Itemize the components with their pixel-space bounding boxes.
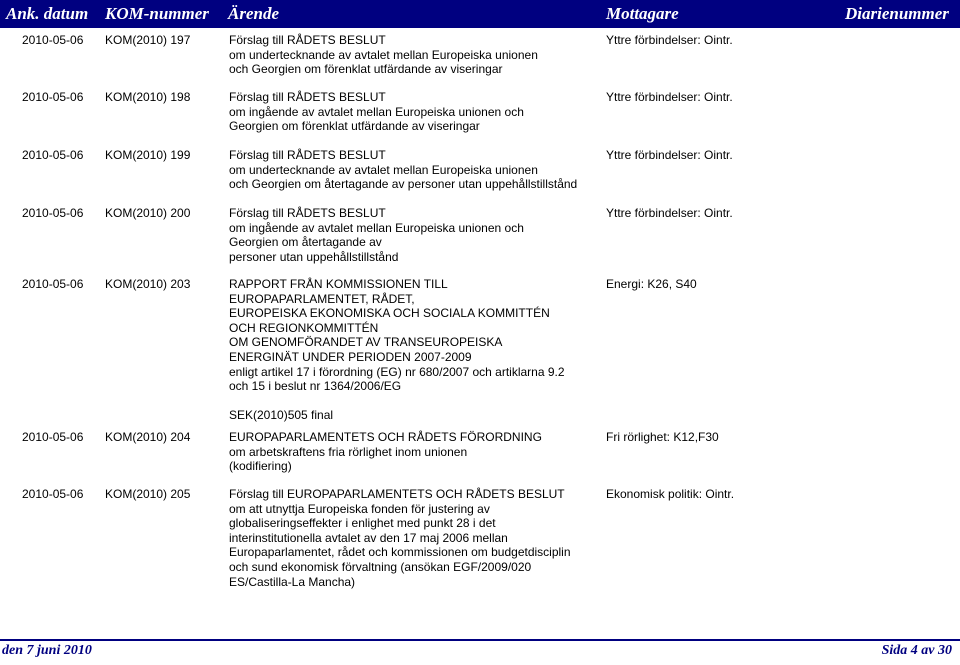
entry-text-line: (kodifiering) (229, 459, 292, 474)
entry-text-line: interinstitutionella avtalet av den 17 maj 2006 mellan (229, 530, 508, 545)
entry-recipient: Yttre förbindelser: Ointr. (606, 90, 733, 104)
footer-date: den 7 juni 2010 (2, 643, 92, 658)
entry-kom-number: KOM(2010) 200 (105, 206, 191, 220)
entry-description (229, 90, 599, 134)
entry-text-line: om att utnyttja Europeiska fonden för justering av (229, 501, 490, 516)
entry-text-line: och Georgien om förenklat utfärdande av viseringar (229, 62, 503, 77)
entry-text-line: Förslag till RÅDETS BESLUT (229, 148, 386, 162)
entry-recipient: Yttre förbindelser: Ointr. (606, 33, 733, 47)
entry-text-line: ES/Castilla-La Mancha) (229, 574, 356, 589)
entry-text-line: och 15 i beslut nr 1364/2006/EG (229, 379, 402, 394)
entry-text-line: globaliseringseffekter i enlighet med punkt 28 i det (229, 516, 496, 531)
entry-text-line: Förslag till RÅDETS BESLUT (229, 206, 386, 220)
page-number: Sida 4 av 30 (881, 643, 952, 658)
entry-kom-number: KOM(2010) 198 (105, 90, 191, 104)
entry-date: 2010-05-06 (22, 487, 84, 501)
entry-text-line: OCH REGIONKOMMITTÉN (229, 320, 379, 335)
entry-recipient: Yttre förbindelser: Ointr. (606, 148, 733, 162)
entry-text-line: EUROPEISKA EKONOMISKA OCH SOCIALA KOMMITTÉN (229, 306, 550, 321)
header-diarienummer: Diarienummer (845, 4, 949, 23)
entry-text-line: OM GENOMFÖRANDET AV TRANSEUROPEISKA (229, 335, 503, 350)
entry-text-line: om ingående av avtalet mellan Europeiska unionen och (229, 104, 524, 119)
entry-text-line: ENERGINÄT UNDER PERIODEN 2007-2009 (229, 349, 472, 364)
entry-date: 2010-05-06 (22, 33, 84, 47)
entry-reference-line: SEK(2010)505 final (229, 408, 334, 423)
entry-recipient: Ekonomisk politik: Ointr. (606, 487, 735, 501)
entry-date: 2010-05-06 (22, 277, 84, 291)
entry-text-line: om undertecknande av avtalet mellan Europeiska unionen (229, 162, 538, 177)
entry-description (229, 487, 599, 589)
entry-description (229, 148, 599, 192)
entry-description (229, 277, 599, 423)
entry-date: 2010-05-06 (22, 206, 84, 220)
entry-kom-number: KOM(2010) 199 (105, 148, 191, 162)
header-ank-datum: Ank. datum (6, 4, 89, 23)
entry-text-line: och sund ekonomisk förvaltning (ansökan EGF/2009/020 (229, 559, 532, 574)
entry-text-line: Georgien om återtagande av (229, 235, 382, 250)
entry-recipient: Fri rörlighet: K12,F30 (606, 430, 719, 444)
entry-text-line: och Georgien om återtagande av personer utan uppehållstillstånd (229, 177, 578, 192)
table-header (0, 0, 960, 28)
entry-text-line: RAPPORT FRÅN KOMMISSIONEN TILL (229, 277, 448, 291)
entry-text-line: personer utan uppehållstillstånd (229, 249, 399, 264)
entry-description (229, 33, 599, 77)
entry-kom-number: KOM(2010) 204 (105, 430, 191, 444)
footer-divider (0, 639, 960, 641)
entry-text-line: om arbetskraftens fria rörlighet inom unionen (229, 444, 468, 459)
header-kom-nummer: KOM-nummer (105, 4, 209, 23)
entry-date: 2010-05-06 (22, 148, 84, 162)
entry-kom-number: KOM(2010) 205 (105, 487, 191, 501)
entry-text-line: EUROPAPARLAMENTETS OCH RÅDETS FÖRORDNING (229, 430, 542, 444)
entry-kom-number: KOM(2010) 203 (105, 277, 191, 291)
entry-text-line: Förslag till EUROPAPARLAMENTETS OCH RÅDETS BESLUT (229, 487, 565, 501)
entry-text-line: Förslag till RÅDETS BESLUT (229, 90, 386, 104)
header-mottagare: Mottagare (606, 4, 679, 23)
entry-text-line: EUROPAPARLAMENTET, RÅDET, (229, 291, 415, 306)
entry-text-line: Förslag till RÅDETS BESLUT (229, 33, 386, 47)
entry-text-line: enligt artikel 17 i förordning (EG) nr 680/2007 och artiklarna 9.2 (229, 364, 565, 379)
entry-text-line: Europaparlamentet, rådet och kommissionen om budgetdisciplin (229, 545, 571, 560)
entry-text-line: om undertecknande av avtalet mellan Europeiska unionen (229, 47, 538, 62)
entry-text-line: Georgien om förenklat utfärdande av viseringar (229, 119, 480, 134)
entry-kom-number: KOM(2010) 197 (105, 33, 191, 47)
entry-recipient: Yttre förbindelser: Ointr. (606, 206, 733, 220)
entry-text-line: om ingående av avtalet mellan Europeiska unionen och (229, 220, 524, 235)
entry-date: 2010-05-06 (22, 90, 84, 104)
entry-description (229, 430, 599, 474)
entry-recipient: Energi: K26, S40 (606, 277, 697, 291)
header-arende: Ärende (228, 4, 279, 23)
entry-date: 2010-05-06 (22, 430, 84, 444)
entry-description (229, 206, 599, 264)
